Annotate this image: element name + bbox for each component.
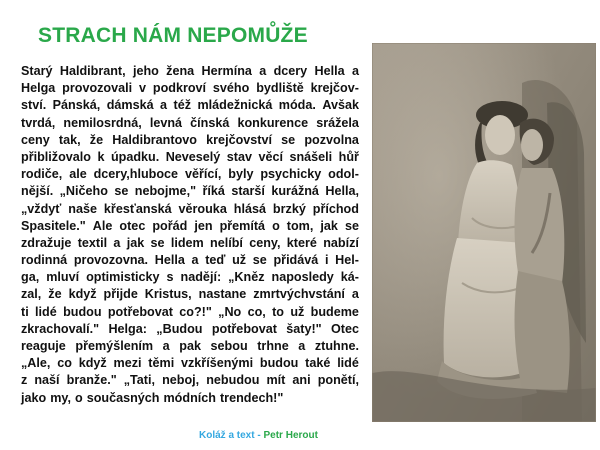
- text-word: křesťanská: [103, 201, 172, 216]
- text-line: [21, 390, 359, 407]
- credit-label: Koláž a text: [199, 430, 255, 441]
- text-word: Hella,: [325, 184, 359, 199]
- text-word: Otec: [331, 321, 359, 336]
- text-word: k: [97, 149, 105, 164]
- text-line: [21, 166, 359, 183]
- text-line: [21, 304, 359, 321]
- text-word: krejčov-: [310, 81, 359, 96]
- text-word: budou: [259, 356, 299, 371]
- text-word: a: [351, 64, 359, 78]
- text-word: potřebovat: [211, 321, 277, 336]
- text-word: Pánská,: [52, 98, 101, 113]
- text-word: zmrtvýchvstání: [253, 287, 345, 302]
- text-line: [21, 149, 359, 166]
- text-word: otec: [119, 218, 146, 233]
- text-word: a: [160, 98, 168, 113]
- text-word: hlásá: [233, 201, 266, 216]
- text-word: ani: [292, 373, 311, 388]
- text-word: přijde: [103, 287, 138, 302]
- text-word: „Ale,: [21, 356, 51, 371]
- text-word: svého: [212, 81, 250, 96]
- text-word: i: [324, 253, 329, 268]
- text-word: dámská: [106, 98, 154, 113]
- text-word: trendech!": [219, 390, 284, 405]
- text-line: [21, 132, 359, 149]
- text-line: [21, 218, 359, 235]
- text-word: žena: [166, 64, 195, 78]
- text-word: čínská: [190, 115, 230, 130]
- text-word: dcery: [273, 64, 308, 78]
- text-word: „Tati,: [123, 373, 156, 388]
- text-word: Starý: [21, 64, 53, 78]
- text-line: [21, 252, 359, 269]
- text-word: Avšak: [322, 98, 359, 113]
- text-word: rodiče,: [21, 167, 63, 182]
- text-word: „Ničeho: [59, 184, 108, 199]
- text-word: těmi: [148, 356, 175, 371]
- text-word: přemýšlením: [75, 339, 154, 353]
- text-word: branže.": [66, 373, 117, 388]
- text-word: vzkříšenými: [181, 356, 254, 371]
- text-word: o: [272, 218, 280, 233]
- text-line: [21, 183, 359, 200]
- text-word: módních: [163, 390, 216, 405]
- text-word: už: [290, 304, 305, 319]
- text-word: ti: [21, 304, 29, 319]
- credit-author: Petr Herout: [263, 430, 318, 441]
- text-word: nemilosrdná,: [63, 115, 142, 130]
- text-word: nastane: [198, 287, 247, 302]
- article-body: [21, 63, 359, 407]
- text-word: textil: [77, 235, 108, 250]
- text-word: které: [286, 235, 317, 250]
- illustration-image: [372, 43, 596, 422]
- text-word: Hella: [314, 64, 345, 78]
- text-word: a: [162, 339, 170, 353]
- text-word: sebou: [210, 339, 248, 353]
- text-word: dcery,hluboce: [93, 167, 179, 182]
- text-word: říká: [202, 184, 225, 199]
- text-word: psychicky: [260, 167, 322, 182]
- text-word: jen: [194, 218, 213, 233]
- text-word: co?!": [179, 304, 212, 319]
- text-word: a: [298, 339, 306, 353]
- text-word: co,: [247, 304, 266, 319]
- text-word: lidé: [35, 304, 57, 319]
- text-word: ga,: [21, 270, 40, 285]
- text-word: mít: [266, 373, 286, 388]
- text-word: optimisticky: [86, 270, 160, 285]
- text-word: z: [21, 373, 28, 388]
- text-word: mezi: [113, 356, 142, 371]
- article-title: STRACH NÁM NEPOMŮŽE: [38, 24, 308, 47]
- text-word: rodinná: [21, 253, 68, 268]
- text-word: „No: [218, 304, 242, 319]
- text-word: Spasitele.": [21, 218, 86, 233]
- text-word: že: [48, 287, 62, 302]
- text-word: zdražuje: [21, 235, 72, 250]
- text-word: přemítá: [219, 218, 266, 233]
- text-word: byly: [228, 167, 254, 182]
- text-word: lidé: [337, 356, 359, 371]
- text-word: teď: [205, 253, 226, 268]
- text-word: se: [281, 132, 296, 147]
- text-word: neboj,: [162, 373, 200, 388]
- text-line: [21, 321, 359, 338]
- text-word: tvrdá,: [21, 115, 56, 130]
- text-word: Kristus,: [144, 287, 192, 302]
- text-word: se: [114, 184, 129, 199]
- text-word: naše: [68, 201, 97, 216]
- text-word: s: [166, 270, 174, 285]
- text-word: ká-: [340, 270, 359, 285]
- text-word: podkroví: [152, 81, 207, 96]
- text-word: to: [272, 304, 284, 319]
- text-word: lidem: [170, 235, 204, 250]
- text-word: potřebovat: [107, 304, 173, 319]
- text-word: Haldibrantovo: [112, 132, 197, 147]
- text-word: provozovna.: [73, 253, 149, 268]
- text-word: tom,: [286, 218, 314, 233]
- text-word: mluví: [46, 270, 80, 285]
- text-word: provozovali: [62, 81, 133, 96]
- text-line: [21, 97, 359, 114]
- text-word: také: [305, 356, 331, 371]
- text-word: a: [351, 287, 359, 302]
- text-word: jako: [21, 390, 47, 405]
- text-word: snášeli: [289, 149, 333, 164]
- text-word: současných: [86, 390, 160, 405]
- text-line: [21, 286, 359, 303]
- text-word: ale: [69, 167, 87, 182]
- text-word: nabízí: [323, 235, 359, 250]
- text-word: Haldibrant,: [59, 64, 126, 78]
- text-word: ceny,: [249, 235, 281, 250]
- text-word: mládežnická: [197, 98, 273, 113]
- text-word: že: [89, 132, 104, 147]
- text-word: hůř: [338, 149, 359, 164]
- text-word: brzký: [272, 201, 306, 216]
- text-line: [21, 115, 359, 132]
- text-word: Hel-: [335, 253, 359, 268]
- text-line: [21, 80, 359, 97]
- text-word: úpadku.: [110, 149, 160, 164]
- text-word: „vždyť: [21, 201, 62, 216]
- text-word: kurážná: [271, 184, 319, 199]
- text-word: Neveselý: [165, 149, 221, 164]
- text-word: zal,: [21, 287, 42, 302]
- text-word: nadějí:: [180, 270, 222, 285]
- text-word: přibližovalo: [21, 149, 91, 164]
- text-word: odol-: [328, 167, 359, 182]
- text-word: my,: [50, 390, 71, 405]
- text-word: a: [191, 253, 199, 268]
- text-word: se: [252, 253, 267, 268]
- text-word: věcí: [258, 149, 283, 164]
- text-word: Hella: [154, 253, 185, 268]
- text-word: co: [57, 356, 72, 371]
- text-word: Ale: [92, 218, 113, 233]
- text-word: levná: [149, 115, 183, 130]
- text-word: pak: [179, 339, 201, 353]
- text-word: zkrachovalí.": [21, 321, 100, 336]
- text-word: a: [259, 64, 267, 78]
- text-word: též: [173, 98, 191, 113]
- text-word: šaty!": [286, 321, 322, 336]
- text-word: o: [74, 390, 83, 405]
- text-line: [21, 201, 359, 218]
- text-word: nebudou: [206, 373, 260, 388]
- text-word: móda.: [278, 98, 316, 113]
- text-line: [21, 372, 359, 389]
- text-word: starší: [231, 184, 265, 199]
- text-word: ství.: [21, 98, 47, 113]
- text-word: Hermína: [201, 64, 252, 78]
- credit-separator: -: [257, 430, 261, 441]
- text-word: nější.: [21, 184, 54, 199]
- text-word: „Kněz: [228, 270, 265, 285]
- text-word: Helga:: [108, 321, 147, 336]
- text-word: budeme: [310, 304, 359, 319]
- text-word: už: [232, 253, 247, 268]
- text-word: když: [68, 287, 97, 302]
- text-word: pořád: [152, 218, 188, 233]
- text-word: když: [78, 356, 107, 371]
- text-word: naší: [34, 373, 60, 388]
- text-word: věřící,: [184, 167, 222, 182]
- text-line: [21, 235, 359, 252]
- text-word: „Budou: [156, 321, 203, 336]
- text-line: [21, 269, 359, 286]
- text-word: budou: [63, 304, 102, 319]
- text-word: stav: [226, 149, 252, 164]
- text-word: pozvolna: [304, 132, 359, 147]
- text-word: Helga: [21, 81, 56, 96]
- text-word: naposledy: [271, 270, 334, 285]
- text-line: [21, 355, 359, 372]
- text-word: v: [139, 81, 147, 96]
- text-word: se: [344, 218, 359, 233]
- text-word: jeho: [132, 64, 159, 78]
- text-word: ponětí,: [317, 373, 359, 388]
- text-word: se: [150, 235, 165, 250]
- text-word: tak,: [58, 132, 81, 147]
- text-word: jak: [126, 235, 145, 250]
- text-word: nebojme,": [134, 184, 197, 199]
- text-line: [21, 338, 359, 355]
- text-word: přidává: [273, 253, 319, 268]
- text-word: příchod: [312, 201, 359, 216]
- text-word: ztuhne.: [314, 339, 359, 353]
- text-word: ceny: [21, 132, 50, 147]
- text-word: srážela: [316, 115, 359, 130]
- text-word: bydliště: [256, 81, 304, 96]
- text-word: konkurence: [237, 115, 309, 130]
- text-line: [21, 63, 359, 80]
- text-word: reaguje: [21, 339, 66, 353]
- credit-line: [199, 430, 318, 441]
- text-word: krejčovství: [206, 132, 272, 147]
- text-word: trhne: [257, 339, 289, 353]
- text-word: a: [113, 235, 121, 250]
- text-word: věrouka: [178, 201, 227, 216]
- text-word: jak: [320, 218, 338, 233]
- text-word: nelíbí: [210, 235, 243, 250]
